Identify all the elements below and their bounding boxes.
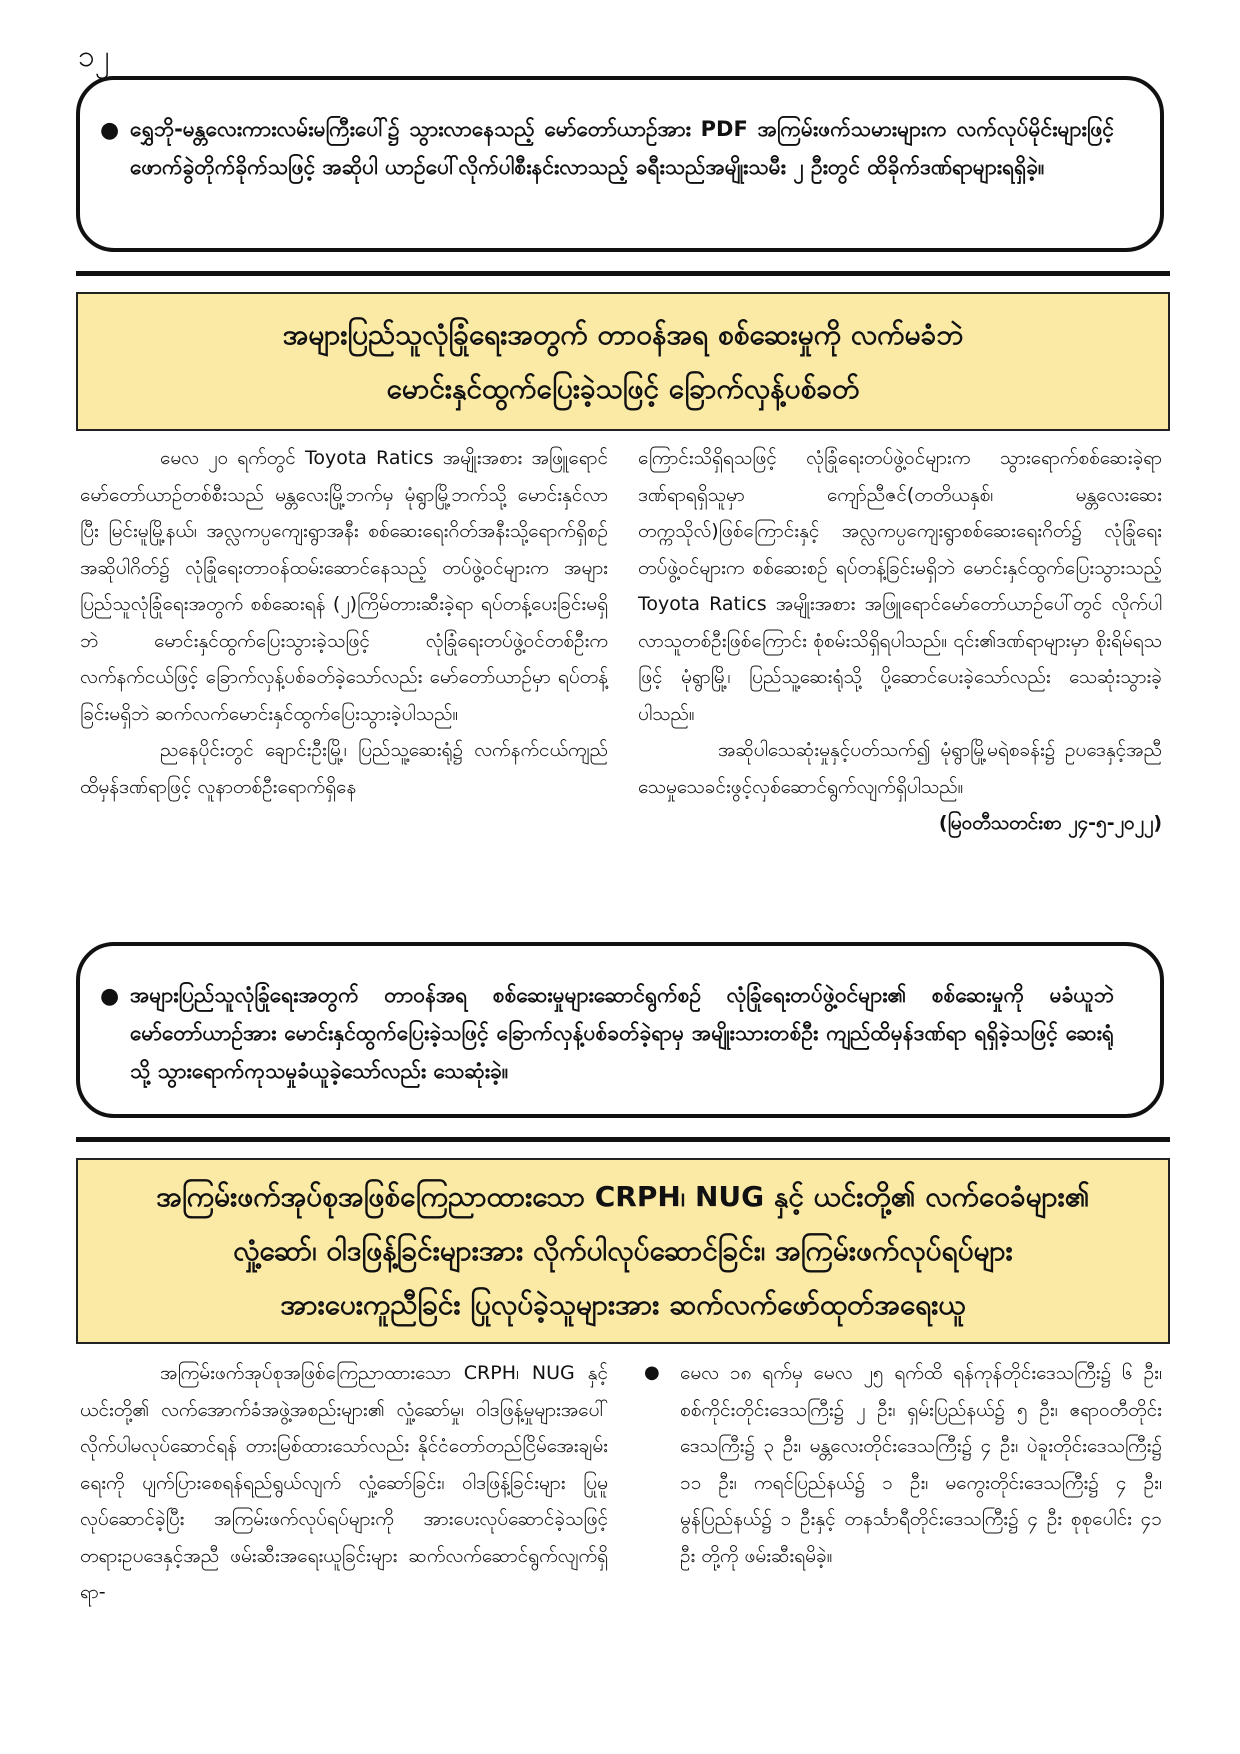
article1-source: (မြဝတီသတင်းစာ ၂၄-၅-၂၀၂၂) (938, 812, 1162, 834)
bullet-icon: ● (100, 984, 120, 1009)
callout-middle-text: အများပြည်သူလုံခြုံရေးအတွက် တာဝန်အရ စစ်ဆေးမှုများဆောင်ရွက်စဉ် လုံခြုံရေးတပ်ဖွဲ့ဝင်များ၏ စစ်ဆေးမှုကို မခံယူဘဲ မော်တော်ယာဉ်အား မောင်းနှင်ထွက်ပြေးခဲ့သဖြင့် ခြောက်လှန့်ပစ်ခတ်ခဲ့ရာမှ အမျိုးသားတစ်ဦး ကျည်ထိမှန်ဒဏ်ရာ ရရှိခဲ့သဖြင့် ဆေးရုံသို့ သွားရောက်ကုသမှုခံယူခဲ့သော်လည်း သေဆုံးခဲ့။ (130, 983, 1114, 1083)
article2-left-paragraph: အကြမ်းဖက်အုပ်စုအဖြစ်ကြေညာထားသော CRPH၊ NUG နှင့် ယင်းတို့၏ လက်အောက်ခံအဖွဲ့အစည်းများ၏ လှုံ့ဆော်မှု၊ ဝါဒဖြန့်မှုများအပေါ် လိုက်ပါမလုပ်ဆောင်ရန် တားမြစ်ထားသော်လည်း နိုင်ငံတော်တည်ငြိမ်အေးချမ်းရေးကို ပျက်ပြားစေရန်ရည်ရွယ်လျက် လှုံ့ဆော်ခြင်း၊ ဝါဒဖြန့်ခြင်းများ ပြုမူလုပ်ဆောင်ခဲ့ပြီး အကြမ်းဖက်လုပ်ရပ်များကို အားပေးလုပ်ဆောင်ခဲ့သဖြင့် တရားဥပဒေနှင့်အညီ ဖမ်းဆီးအရေးယူခြင်းများ ဆက်လက်ဆောင်ရွက်လျက်ရှိရာ- (80, 1362, 608, 1603)
page-number: ၁၂ (78, 39, 110, 74)
article1-headline-line2: မောင်းနှင်ထွက်ပြေးခဲ့သဖြင့် ခြောက်လှန့်ပစ်ခတ် (386, 371, 860, 405)
bullet-icon: ● (644, 1362, 660, 1383)
list-item (640, 1355, 1162, 1574)
bullet-icon: ● (100, 118, 120, 143)
article1-headline-line1: အများပြည်သူလုံခြုံရေးအတွက် တာဝန်အရ စစ်ဆေးမှုကို လက်မခံဘဲ (282, 317, 964, 351)
divider (76, 1137, 1170, 1142)
article1-right-paragraph: အဆိုပါသေဆုံးမှုနှင့်ပတ်သက်၍ မုံရွာမြို့မရဲစခန်း၌ ဥပဒေနှင့်အညီ သေမှုသေခင်းဖွင့်လှစ်ဆောင်ရွက်လျက်ရှိပါသည်။ (638, 739, 1162, 798)
callout-top (76, 76, 1164, 252)
article1-left-paragraph: ညနေပိုင်းတွင် ချောင်းဦးမြို့၊ ပြည်သူ့ဆေးရုံ၌ လက်နက်ငယ်ကျည်ထိမှန်ဒဏ်ရာဖြင့် လူနာတစ်ဦးရောက်ရှိနေ (80, 739, 608, 798)
article2-headline (76, 1158, 1170, 1344)
article1-right-column (638, 440, 1162, 842)
callout-middle (76, 942, 1164, 1118)
article2-headline-line1: အကြမ်းဖက်အုပ်စုအဖြစ်ကြေညာထားသော CRPH၊ NUG နှင့် ယင်းတို့၏ လက်ဝေခံများ၏ (156, 1180, 1090, 1213)
divider (76, 271, 1170, 276)
article1-right-paragraph: ကြောင်းသိရှိရသဖြင့် လုံခြုံရေးတပ်ဖွဲ့ဝင်များက သွားရောက်စစ်ဆေးခဲ့ရာ ဒဏ်ရာရရှိသူမှာ ကျော်ညီဇင်(တတိယနှစ်၊ မန္တလေးဆေးတက္ကသိုလ်)ဖြစ်ကြောင်းနှင့် အလ္လကပ္ပကျေးရွာစစ်ဆေးရေးဂိတ်၌ လုံခြုံရေးတပ်ဖွဲ့ဝင်များက စစ်ဆေးစဉ် ရပ်တန့်ခြင်းမရှိဘဲ မောင်းနှင်ထွက်ပြေးသွားသည့် Toyota Ratics အမျိုးအစား အဖြူရောင်မော်တော်ယာဉ်ပေါ်တွင် လိုက်ပါလာသူတစ်ဦးဖြစ်ကြောင်း စုံစမ်းသိရှိရပါသည်။ ၎င်း၏ဒဏ်ရာများမှာ စိုးရိမ်ရသဖြင့် မုံရွာမြို့၊ ပြည်သူ့ဆေးရုံသို့ ပို့ဆောင်ပေးခဲ့သော်လည်း သေဆုံးသွားခဲ့ပါသည်။ (638, 447, 1162, 725)
article1-left-column (80, 440, 608, 805)
arrest-summary: မေလ ၁၈ ရက်မှ မေလ ၂၅ ရက်ထိ ရန်ကုန်တိုင်းဒေသကြီး၌ ၆ ဦး၊ စစ်ကိုင်းတိုင်းဒေသကြီး၌ ၂ ဦး၊ ရှမ်းပြည်နယ်၌ ၅ ဦး၊ ဧရာဝတီတိုင်းဒေသကြီး၌ ၃ ဦး၊ မန္တလေးတိုင်းဒေသကြီး၌ ၄ ဦး၊ ပဲခူးတိုင်းဒေသကြီး၌ ၁၁ ဦး၊ ကရင်ပြည်နယ်၌ ၁ ဦး၊ မကွေးတိုင်းဒေသကြီး၌ ၄ ဦး၊ မွန်ပြည်နယ်၌ ၁ ဦးနှင့် တနင်္သာရီတိုင်းဒေသကြီး၌ ၄ ဦး စုစုပေါင်း ၄၁ ဦး တို့ကို ဖမ်းဆီးရမိခဲ့။ (680, 1362, 1162, 1567)
article2-headline-line2: လှုံ့ဆော်၊ ဝါဒဖြန့်ခြင်းများအား လိုက်ပါလုပ်ဆောင်ခြင်း၊ အကြမ်းဖက်လုပ်ရပ်များ (233, 1234, 1013, 1267)
callout-top-text: ရွှေဘို-မန္တလေးကားလမ်းမကြီးပေါ်၌ သွားလာနေသည့် မော်တော်ယာဉ်အား PDF အကြမ်းဖက်သမားများက လက်လုပ်မိုင်းများဖြင့် ဖောက်ခွဲတိုက်ခိုက်သဖြင့် အဆိုပါ ယာဉ်ပေါ်လိုက်ပါစီးနင်းလာသည့် ခရီးသည်အမျိုးသမီး ၂ ဦးတွင် ထိခိုက်ဒဏ်ရာများရရှိခဲ့။ (130, 117, 1114, 179)
article2-right-column (640, 1355, 1162, 1574)
article2-left-column (80, 1355, 608, 1611)
article1-headline (76, 292, 1170, 431)
article2-headline-line3: အားပေးကူညီခြင်း ပြုလုပ်ခဲ့သူများအား ဆက်လက်ဖော်ထုတ်အရေးယူ (280, 1288, 966, 1321)
article1-left-paragraph: မေလ ၂၀ ရက်တွင် Toyota Ratics အမျိုးအစား အဖြူရောင်မော်တော်ယာဉ်တစ်စီးသည် မန္တလေးမြို့ဘက်မှ မုံရွာမြို့ဘက်သို့ မောင်းနှင်လာပြီး မြင်းမူမြို့နယ်၊ အလ္လကပ္ပကျေးရွာအနီး စစ်ဆေးရေးဂိတ်အနီးသို့ရောက်ရှိစဉ် အဆိုပါဂိတ်၌ လုံခြုံရေးတာဝန်ထမ်းဆောင်နေသည့် တပ်ဖွဲ့ဝင်များက အများပြည်သူလုံခြုံရေးအတွက် စစ်ဆေးရန် (၂)ကြိမ်တားဆီးခဲ့ရာ ရပ်တန့်ပေးခြင်းမရှိဘဲ မောင်းနှင်ထွက်ပြေးသွားခဲ့သဖြင့် လုံခြုံရေးတပ်ဖွဲ့ဝင်တစ်ဦးက လက်နက်ငယ်ဖြင့် ခြောက်လှန့်ပစ်ခတ်ခဲ့သော်လည်း မော်တော်ယာဉ်မှာ ရပ်တန့်ခြင်းမရှိဘဲ ဆက်လက်မောင်းနှင်ထွက်ပြေးသွားခဲ့ပါသည်။ (80, 447, 608, 725)
